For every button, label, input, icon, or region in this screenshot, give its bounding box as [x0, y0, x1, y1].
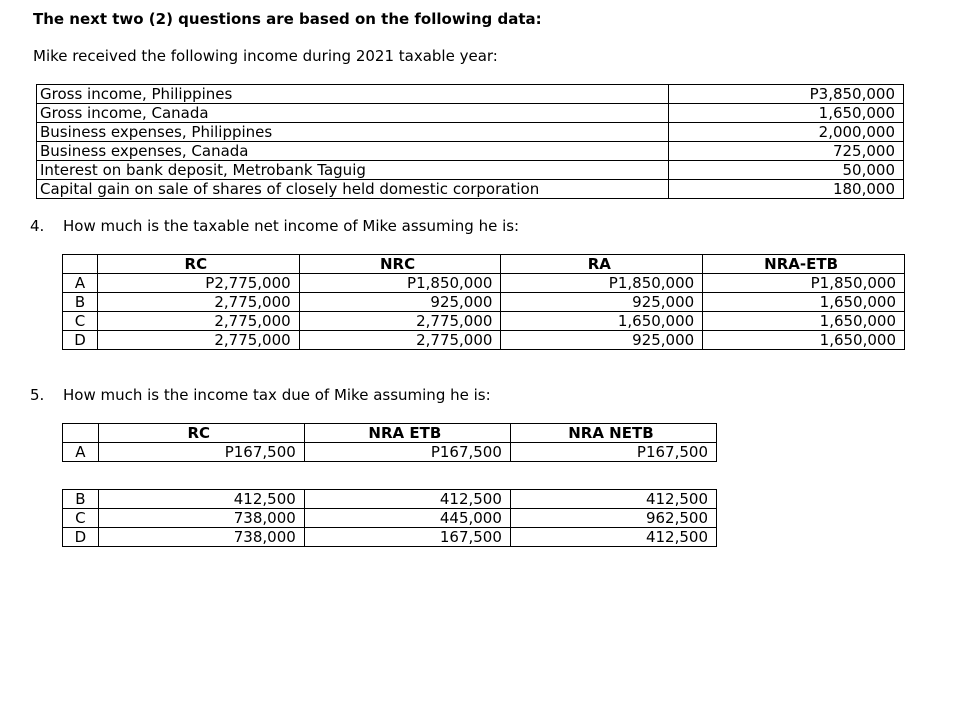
table-header-row: [63, 255, 905, 274]
column-header-nra-etb: NRA-ETB: [703, 255, 905, 274]
choice-value: P167,500: [98, 443, 304, 462]
table-row: [37, 104, 904, 123]
choice-value: 1,650,000: [703, 331, 905, 350]
income-label: Gross income, Canada: [37, 104, 669, 123]
income-label: Business expenses, Philippines: [37, 123, 669, 142]
column-header-nra-etb: NRA ETB: [304, 424, 510, 443]
choice-row-b: [63, 490, 717, 509]
table-row: [37, 85, 904, 104]
choice-value: 167,500: [304, 528, 510, 547]
question-5-number: 5.: [30, 386, 45, 404]
choice-value: 1,650,000: [703, 293, 905, 312]
choice-value: 925,000: [501, 331, 703, 350]
choice-value: 1,650,000: [703, 312, 905, 331]
table-row: [37, 161, 904, 180]
choice-value: 412,500: [510, 490, 716, 509]
choice-value: 412,500: [304, 490, 510, 509]
choice-value: P1,850,000: [299, 274, 501, 293]
choice-value: 925,000: [299, 293, 501, 312]
income-label: Business expenses, Canada: [37, 142, 669, 161]
choice-row-d: [63, 528, 717, 547]
table-header-row: [63, 424, 717, 443]
question-5-choice-a-table: [62, 423, 717, 462]
choice-value: P167,500: [510, 443, 716, 462]
choice-letter: D: [63, 528, 99, 547]
question-4-choices-table: [62, 254, 905, 350]
choice-value: 412,500: [510, 528, 716, 547]
choice-value: 2,775,000: [299, 331, 501, 350]
choice-value: P2,775,000: [97, 274, 299, 293]
column-header-rc: RC: [98, 424, 304, 443]
question-5-text: How much is the income tax due of Mike assuming he is:: [63, 386, 491, 404]
question-4-number: 4.: [30, 217, 45, 235]
choice-row-b: [63, 293, 905, 312]
choice-value: 445,000: [304, 509, 510, 528]
table-row: [37, 142, 904, 161]
blank-cell: [63, 424, 99, 443]
income-value: 725,000: [669, 142, 904, 161]
choice-value: 738,000: [98, 528, 304, 547]
income-value: P3,850,000: [669, 85, 904, 104]
choice-row-a: [63, 443, 717, 462]
income-value: 180,000: [669, 180, 904, 199]
choice-letter: C: [63, 509, 99, 528]
income-data-table: [36, 84, 904, 199]
choice-letter: B: [63, 293, 98, 312]
column-header-ra: RA: [501, 255, 703, 274]
choice-value: 925,000: [501, 293, 703, 312]
question-5-choices-bcd-table: [62, 489, 717, 547]
table-row: [37, 123, 904, 142]
choice-value: 412,500: [98, 490, 304, 509]
choice-row-a: [63, 274, 905, 293]
choice-value: 738,000: [98, 509, 304, 528]
choice-letter: A: [63, 443, 99, 462]
choice-value: 2,775,000: [299, 312, 501, 331]
column-header-nra-netb: NRA NETB: [510, 424, 716, 443]
table-row: [37, 180, 904, 199]
intro-text: Mike received the following income during 2021 taxable year:: [33, 47, 498, 65]
income-value: 50,000: [669, 161, 904, 180]
column-header-nrc: NRC: [299, 255, 501, 274]
choice-value: P1,850,000: [501, 274, 703, 293]
choice-letter: C: [63, 312, 98, 331]
income-label: Gross income, Philippines: [37, 85, 669, 104]
choice-value: 962,500: [510, 509, 716, 528]
column-header-rc: RC: [97, 255, 299, 274]
income-label: Interest on bank deposit, Metrobank Taguig: [37, 161, 669, 180]
choice-row-c: [63, 509, 717, 528]
choice-value: 1,650,000: [501, 312, 703, 331]
choice-value: P1,850,000: [703, 274, 905, 293]
choice-value: 2,775,000: [97, 312, 299, 331]
choice-letter: B: [63, 490, 99, 509]
income-label: Capital gain on sale of shares of closely held domestic corporation: [37, 180, 669, 199]
choice-row-d: [63, 331, 905, 350]
choice-letter: A: [63, 274, 98, 293]
choice-value: 2,775,000: [97, 293, 299, 312]
question-4-text: How much is the taxable net income of Mike assuming he is:: [63, 217, 520, 235]
blank-cell: [63, 255, 98, 274]
choice-value: 2,775,000: [97, 331, 299, 350]
choice-value: P167,500: [304, 443, 510, 462]
income-value: 1,650,000: [669, 104, 904, 123]
choice-letter: D: [63, 331, 98, 350]
choice-row-c: [63, 312, 905, 331]
section-heading: The next two (2) questions are based on the following data:: [33, 10, 542, 28]
income-value: 2,000,000: [669, 123, 904, 142]
